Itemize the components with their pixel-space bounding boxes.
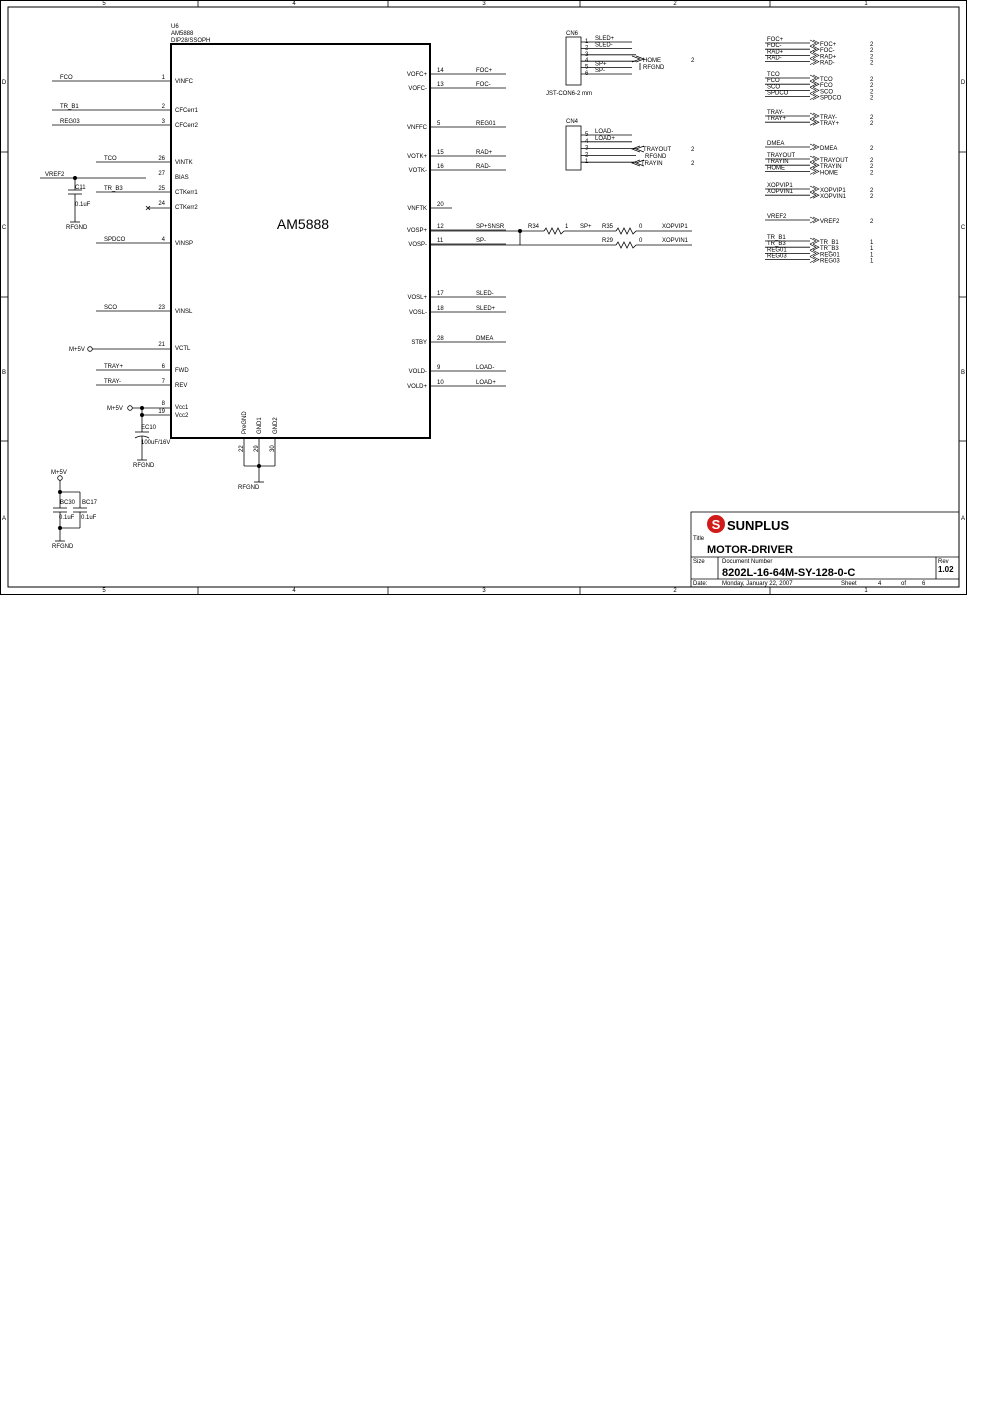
r34-ref: R34 — [528, 224, 540, 230]
right-pin-number: 15 — [437, 150, 444, 156]
offpage-sheet: 2 — [870, 158, 874, 164]
right-net-label: LOAD+ — [476, 380, 496, 386]
offpage-net-left: HOME — [767, 165, 785, 172]
right-pin-name: VNFFC — [407, 125, 427, 131]
left-net-label: SPDCO — [104, 237, 126, 243]
offpage-net-right: XOPVIN1 — [820, 194, 847, 201]
r35-pin: 0 — [639, 224, 643, 230]
offpage-arrow — [810, 156, 819, 162]
right-pin-number: 28 — [437, 336, 444, 342]
offpage-arrow — [810, 119, 819, 125]
cn6-home: HOME — [643, 58, 661, 64]
left-pin-number: 23 — [158, 305, 165, 311]
right-pin-number: 14 — [437, 68, 444, 74]
cn4-trayin: TRAYIN — [641, 161, 663, 167]
ic-center-label: AM5888 — [276, 216, 330, 232]
offpage-net-right: REG01 — [820, 252, 840, 259]
offpage-net-left: FOC+ — [767, 37, 784, 43]
border-col-bottom-5: 5 — [102, 588, 106, 594]
cn6-ref: CN6 — [566, 31, 579, 37]
connector-pin-net: SP- — [595, 68, 606, 74]
left-net-label: REG03 — [60, 119, 80, 125]
right-net-label: SP- — [476, 238, 487, 244]
offpage-net-left: TR_B3 — [767, 241, 786, 248]
offpage-sheet: 1 — [870, 252, 874, 259]
offpage-net-left: SPDCO — [767, 90, 789, 97]
right-net-label: FOC- — [476, 82, 491, 88]
offpage-arrow — [810, 113, 819, 119]
rfgnd-ic: RFGND — [238, 485, 260, 491]
left-pin-name: CFCerr1 — [175, 108, 199, 114]
svg-text:S: S — [711, 517, 721, 532]
left-pin-number: 3 — [161, 119, 165, 125]
offpage-sheet: 2 — [870, 54, 874, 61]
border-col-bottom-4: 4 — [292, 588, 296, 594]
offpage-connectors — [765, 37, 874, 265]
connector-pin-number: 4 — [585, 58, 589, 65]
sheet-number: 4 — [878, 581, 882, 587]
sheet-total: 6 — [922, 581, 926, 587]
offpage-arrow — [810, 192, 819, 198]
left-pin-number: 25 — [158, 186, 165, 192]
right-pin-name: VOSP+ — [406, 228, 427, 234]
left-pin-name: REV — [175, 383, 188, 389]
cn4-trayin-sheet: 2 — [691, 161, 695, 167]
offpage-net-right: REG03 — [820, 258, 840, 265]
left-pin-name: VINSL — [175, 309, 193, 315]
right-pin-number: 12 — [437, 224, 444, 230]
bc30-value: 0.1uF — [59, 515, 75, 521]
connector-pin-number: 6 — [585, 71, 589, 77]
ic-ref: U6 — [171, 24, 179, 30]
date-value: Monday, January 22, 2007 — [722, 581, 793, 587]
ec10-ref: EC10 — [141, 425, 157, 431]
right-pin-number: 20 — [437, 202, 444, 208]
sunplus-logo — [707, 515, 725, 533]
right-pin-name: VOFC- — [408, 86, 427, 92]
offpage-arrow — [810, 244, 819, 250]
connector-pin-number: 2 — [585, 45, 589, 52]
offpage-net-right: TR_B1 — [820, 240, 839, 246]
offpage-net-right: FOC+ — [820, 42, 837, 48]
left-pin-name: CFCerr2 — [175, 123, 199, 129]
border-row-left-a: A — [1, 516, 7, 522]
offpage-net-left: FOC- — [767, 43, 782, 50]
offpage-net-right: TR_B3 — [820, 246, 839, 253]
border-row-right-a: A — [960, 516, 966, 522]
right-pin-number: 17 — [437, 291, 444, 297]
left-pin-name: Vcc1 — [175, 405, 189, 411]
left-pin-number: 8 — [161, 401, 165, 407]
bottom-pin-number: 29 — [254, 445, 260, 452]
border-row-left-c: C — [1, 225, 7, 231]
right-pin-name: VOTK- — [408, 168, 427, 174]
xopvin1-net: XOPVIN1 — [662, 238, 689, 244]
offpage-net-right: SCO — [820, 89, 834, 96]
connector-pin-number: 5 — [585, 132, 589, 138]
offpage-arrow — [810, 162, 819, 168]
right-pin-name: STBY — [411, 340, 427, 346]
spindle-network — [430, 228, 692, 248]
offpage-sheet: 2 — [870, 60, 874, 67]
vref2-label: VREF2 — [45, 172, 65, 178]
right-net-label: SP+SNSR — [476, 224, 505, 230]
sheet-caption: Sheet — [841, 581, 857, 587]
left-net-label: TR_B1 — [60, 104, 79, 110]
offpage-sheet: 2 — [870, 83, 874, 90]
offpage-net-right: TRAYOUT — [820, 158, 849, 164]
left-pin-number: 6 — [161, 364, 165, 370]
connector-pin-net: LOAD+ — [595, 135, 615, 142]
doc-number: 8202L-16-64M-SY-128-0-C — [722, 567, 856, 579]
offpage-net-left: FCO — [767, 78, 780, 85]
left-pin-name: Vcc2 — [175, 413, 189, 419]
offpage-sheet: 2 — [870, 115, 874, 121]
offpage-sheet: 2 — [870, 188, 874, 194]
bottom-pin-name: GND1 — [257, 417, 263, 434]
border-row-left-b: B — [1, 370, 7, 376]
left-net-label: TCO — [104, 156, 117, 162]
offpage-arrow — [810, 144, 819, 150]
bc17-value: 0.1uF — [81, 515, 97, 521]
left-pin-number: 2 — [161, 104, 165, 110]
offpage-arrow — [810, 46, 819, 52]
offpage-sheet: 2 — [870, 42, 874, 48]
right-pin-name: VOLD- — [408, 369, 427, 375]
border-col-top-4: 4 — [292, 1, 296, 7]
offpage-sheet: 1 — [870, 246, 874, 253]
rev-value: 1.02 — [938, 565, 954, 574]
ec10-value: 100uF/16V — [141, 440, 171, 446]
left-pin-name: BIAS — [175, 175, 189, 181]
offpage-arrow — [810, 186, 819, 192]
offpage-net-left: RAD- — [767, 55, 782, 62]
left-pin-number: 7 — [161, 379, 165, 385]
border-col-top-2: 2 — [673, 1, 677, 7]
offpage-sheet: 1 — [870, 258, 874, 265]
offpage-arrow — [810, 217, 819, 223]
border-col-bottom-3: 3 — [482, 588, 486, 594]
offpage-net-left: TRAY+ — [767, 116, 787, 123]
offpage-net-right: DMEA — [820, 146, 838, 152]
cn6-type: JST-CON6-2 mm — [546, 91, 593, 97]
right-net-label: RAD+ — [476, 150, 493, 156]
m5v-vctl: M+5V — [69, 347, 85, 353]
right-pin-number: 13 — [437, 82, 444, 88]
ic-package: DIP28/SSOPH — [171, 38, 211, 44]
left-net-label: TRAY- — [104, 379, 122, 385]
offpage-arrow — [810, 59, 819, 65]
c11-ref: C11 — [75, 185, 86, 191]
offpage-net-left: TRAYOUT — [767, 153, 796, 159]
offpage-arrow — [810, 94, 819, 100]
right-pin-number: 11 — [437, 238, 444, 244]
offpage-sheet: 1 — [870, 240, 874, 246]
right-net-label: FOC+ — [476, 68, 493, 74]
border-col-top-5: 5 — [102, 1, 106, 7]
size-caption: Size — [693, 559, 705, 565]
border-col-top-3: 3 — [482, 1, 486, 7]
offpage-sheet: 2 — [870, 146, 874, 152]
offpage-net-left: RAD+ — [767, 49, 784, 56]
connector-pin-number: 1 — [585, 39, 589, 45]
right-net-label: RAD- — [476, 164, 491, 170]
sheet-title: MOTOR-DRIVER — [707, 544, 793, 556]
connector-pin-net: LOAD- — [595, 129, 614, 135]
ic-u6-body — [171, 44, 430, 438]
cn4-trayout-sheet: 2 — [691, 147, 695, 153]
right-pin-number: 18 — [437, 306, 444, 312]
connector-pin-number: 1 — [585, 159, 589, 166]
bottom-pin-number: 30 — [270, 445, 276, 452]
r29-pin: 0 — [639, 238, 643, 244]
right-pin-name: VOSL- — [408, 310, 427, 316]
offpage-arrow — [810, 81, 819, 87]
cn6-rfgnd: RFGND — [643, 65, 665, 71]
bottom-pin-name: PreGND — [242, 411, 248, 434]
offpage-arrow — [810, 238, 819, 244]
left-pin-number: 19 — [158, 409, 165, 415]
offpage-arrow — [810, 40, 819, 46]
left-net-label: TRAY+ — [104, 364, 124, 370]
offpage-arrow — [810, 87, 819, 93]
connector-pin-number: 5 — [585, 64, 589, 71]
rev-caption: Rev — [938, 559, 949, 565]
offpage-arrow — [810, 52, 819, 58]
rfgnd-c11: RFGND — [66, 225, 88, 231]
offpage-sheet: 2 — [870, 121, 874, 128]
left-pin-number: 4 — [161, 237, 165, 243]
offpage-net-left: TCO — [767, 72, 780, 78]
right-pin-number: 10 — [437, 380, 444, 386]
right-pin-number: 9 — [437, 365, 441, 371]
left-pin-name: VINTK — [175, 160, 193, 166]
offpage-arrow — [810, 257, 819, 263]
offpage-net-right: TRAY+ — [820, 121, 840, 128]
offpage-net-right: XOPVIP1 — [820, 188, 846, 194]
offpage-net-left: XOPVIP1 — [767, 183, 793, 189]
offpage-net-right: TRAYIN — [820, 164, 842, 171]
connector-pin-net: SP+ — [595, 61, 607, 68]
rfgnd-ec10: RFGND — [133, 463, 155, 469]
left-pin-number: 27 — [158, 171, 165, 177]
cn4-pins — [581, 129, 644, 166]
offpage-net-right: FOC- — [820, 48, 835, 55]
offpage-net-right: SPDCO — [820, 95, 842, 102]
right-pin-name: VOSP- — [408, 242, 427, 248]
left-pin-number: 26 — [158, 156, 165, 162]
left-net-label: TR_B3 — [104, 186, 123, 192]
offpage-net-left: DMEA — [767, 141, 785, 147]
ic-part: AM5888 — [171, 31, 194, 37]
doc-caption: Document Number — [722, 559, 773, 565]
connector-pin-number: 3 — [585, 51, 589, 58]
left-pin-number: 1 — [161, 75, 165, 81]
offpage-sheet: 2 — [870, 219, 874, 225]
cn6-home-sheet: 2 — [691, 58, 695, 64]
connector-pin-net: SLED+ — [595, 36, 615, 42]
of-caption: of — [901, 581, 907, 587]
right-net-label: SLED- — [476, 291, 494, 297]
right-net-label: DMEA — [476, 336, 494, 342]
right-pin-name: VOSL+ — [407, 295, 427, 301]
border-row-right-b: B — [960, 370, 966, 376]
bottom-pin-name: GND2 — [273, 417, 279, 434]
cn4-ref: CN4 — [566, 119, 579, 125]
border-row-right-d: D — [960, 80, 966, 86]
left-pin-name: VINFC — [175, 79, 193, 85]
cn4-rfgnd: RFGND — [645, 154, 667, 160]
border-col-top-1: 1 — [864, 1, 868, 7]
offpage-arrow — [810, 250, 819, 256]
company-name: SUNPLUS — [727, 518, 790, 533]
right-pin-name: VOTK+ — [407, 154, 427, 160]
offpage-net-left: REG03 — [767, 253, 787, 260]
left-pin-name: CTKerr2 — [175, 205, 198, 211]
m5v-vcc: M+5V — [107, 406, 123, 412]
offpage-net-left: TR_B1 — [767, 235, 786, 241]
left-net-label: SCO — [104, 305, 118, 311]
cn4-trayout: TRAYOUT — [643, 147, 672, 153]
date-caption: Date: — [693, 581, 708, 587]
connector-pin-number: 4 — [585, 138, 589, 145]
r35-ref: R35 — [602, 224, 614, 230]
offpage-net-left: VREF2 — [767, 214, 787, 220]
bottom-pin-number: 22 — [239, 445, 245, 452]
cn6-pins — [581, 36, 644, 77]
offpage-net-right: TCO — [820, 77, 833, 83]
connector-pin-net: SLED- — [595, 42, 613, 49]
bc30-ref: BC30 — [60, 500, 76, 506]
offpage-arrow — [810, 168, 819, 174]
right-pin-name: VOFC+ — [406, 72, 427, 78]
border-col-bottom-2: 2 — [673, 588, 677, 594]
right-pin-name: VNFTK — [407, 206, 427, 212]
left-pin-number: 21 — [158, 342, 165, 348]
offpage-sheet: 2 — [870, 95, 874, 102]
m5v-decoup: M+5V — [51, 470, 67, 476]
title-caption: Title — [693, 536, 705, 542]
border-row-right-c: C — [960, 225, 966, 231]
c11-value: 0.1uF — [75, 202, 91, 208]
right-pin-number: 5 — [437, 121, 441, 127]
offpage-net-left: REG01 — [767, 247, 787, 254]
cn4-body — [566, 126, 581, 170]
rfgnd-decoup: RFGND — [52, 544, 74, 550]
offpage-sheet: 2 — [870, 170, 874, 177]
offpage-net-right: TRAY- — [820, 115, 838, 121]
offpage-sheet: 2 — [870, 48, 874, 55]
right-net-label: LOAD- — [476, 365, 495, 371]
left-net-label: FCO — [60, 75, 73, 81]
connector-pin-number: 3 — [585, 145, 589, 152]
offpage-net-left: TRAY- — [767, 110, 785, 116]
r34-pin: 1 — [565, 224, 569, 230]
offpage-net-left: XOPVIN1 — [767, 189, 794, 196]
bc17-ref: BC17 — [82, 500, 98, 506]
cn6-body — [566, 37, 581, 85]
border-col-bottom-1: 1 — [864, 588, 868, 594]
offpage-net-right: FCO — [820, 83, 833, 90]
offpage-net-right: RAD+ — [820, 54, 837, 61]
left-pin-name: CTKerr1 — [175, 190, 198, 196]
left-pin-number: 24 — [158, 201, 165, 207]
xopvip1-net: XOPVIP1 — [662, 224, 688, 230]
ic-pins — [52, 68, 506, 452]
offpage-sheet: 2 — [870, 194, 874, 201]
border-row-left-d: D — [1, 80, 7, 86]
left-pin-name: FWD — [175, 368, 189, 374]
right-pin-number: 16 — [437, 164, 444, 170]
sp-plus-net: SP+ — [580, 224, 592, 230]
left-pin-name: VINSP — [175, 241, 194, 247]
offpage-net-right: VREF2 — [820, 219, 840, 225]
offpage-arrow — [810, 75, 819, 81]
right-pin-name: VOLD+ — [407, 384, 427, 390]
connector-pin-number: 2 — [585, 152, 589, 159]
left-pin-name: VCTL — [175, 346, 191, 352]
right-net-label: SLED+ — [476, 306, 496, 312]
r29-ref: R29 — [602, 238, 614, 244]
offpage-net-right: HOME — [820, 170, 838, 177]
offpage-sheet: 2 — [870, 77, 874, 83]
offpage-net-right: RAD- — [820, 60, 835, 67]
offpage-sheet: 2 — [870, 164, 874, 171]
offpage-net-left: TRAYIN — [767, 159, 789, 166]
right-net-label: REG01 — [476, 121, 496, 127]
offpage-sheet: 2 — [870, 89, 874, 96]
offpage-net-left: SCO — [767, 84, 781, 91]
